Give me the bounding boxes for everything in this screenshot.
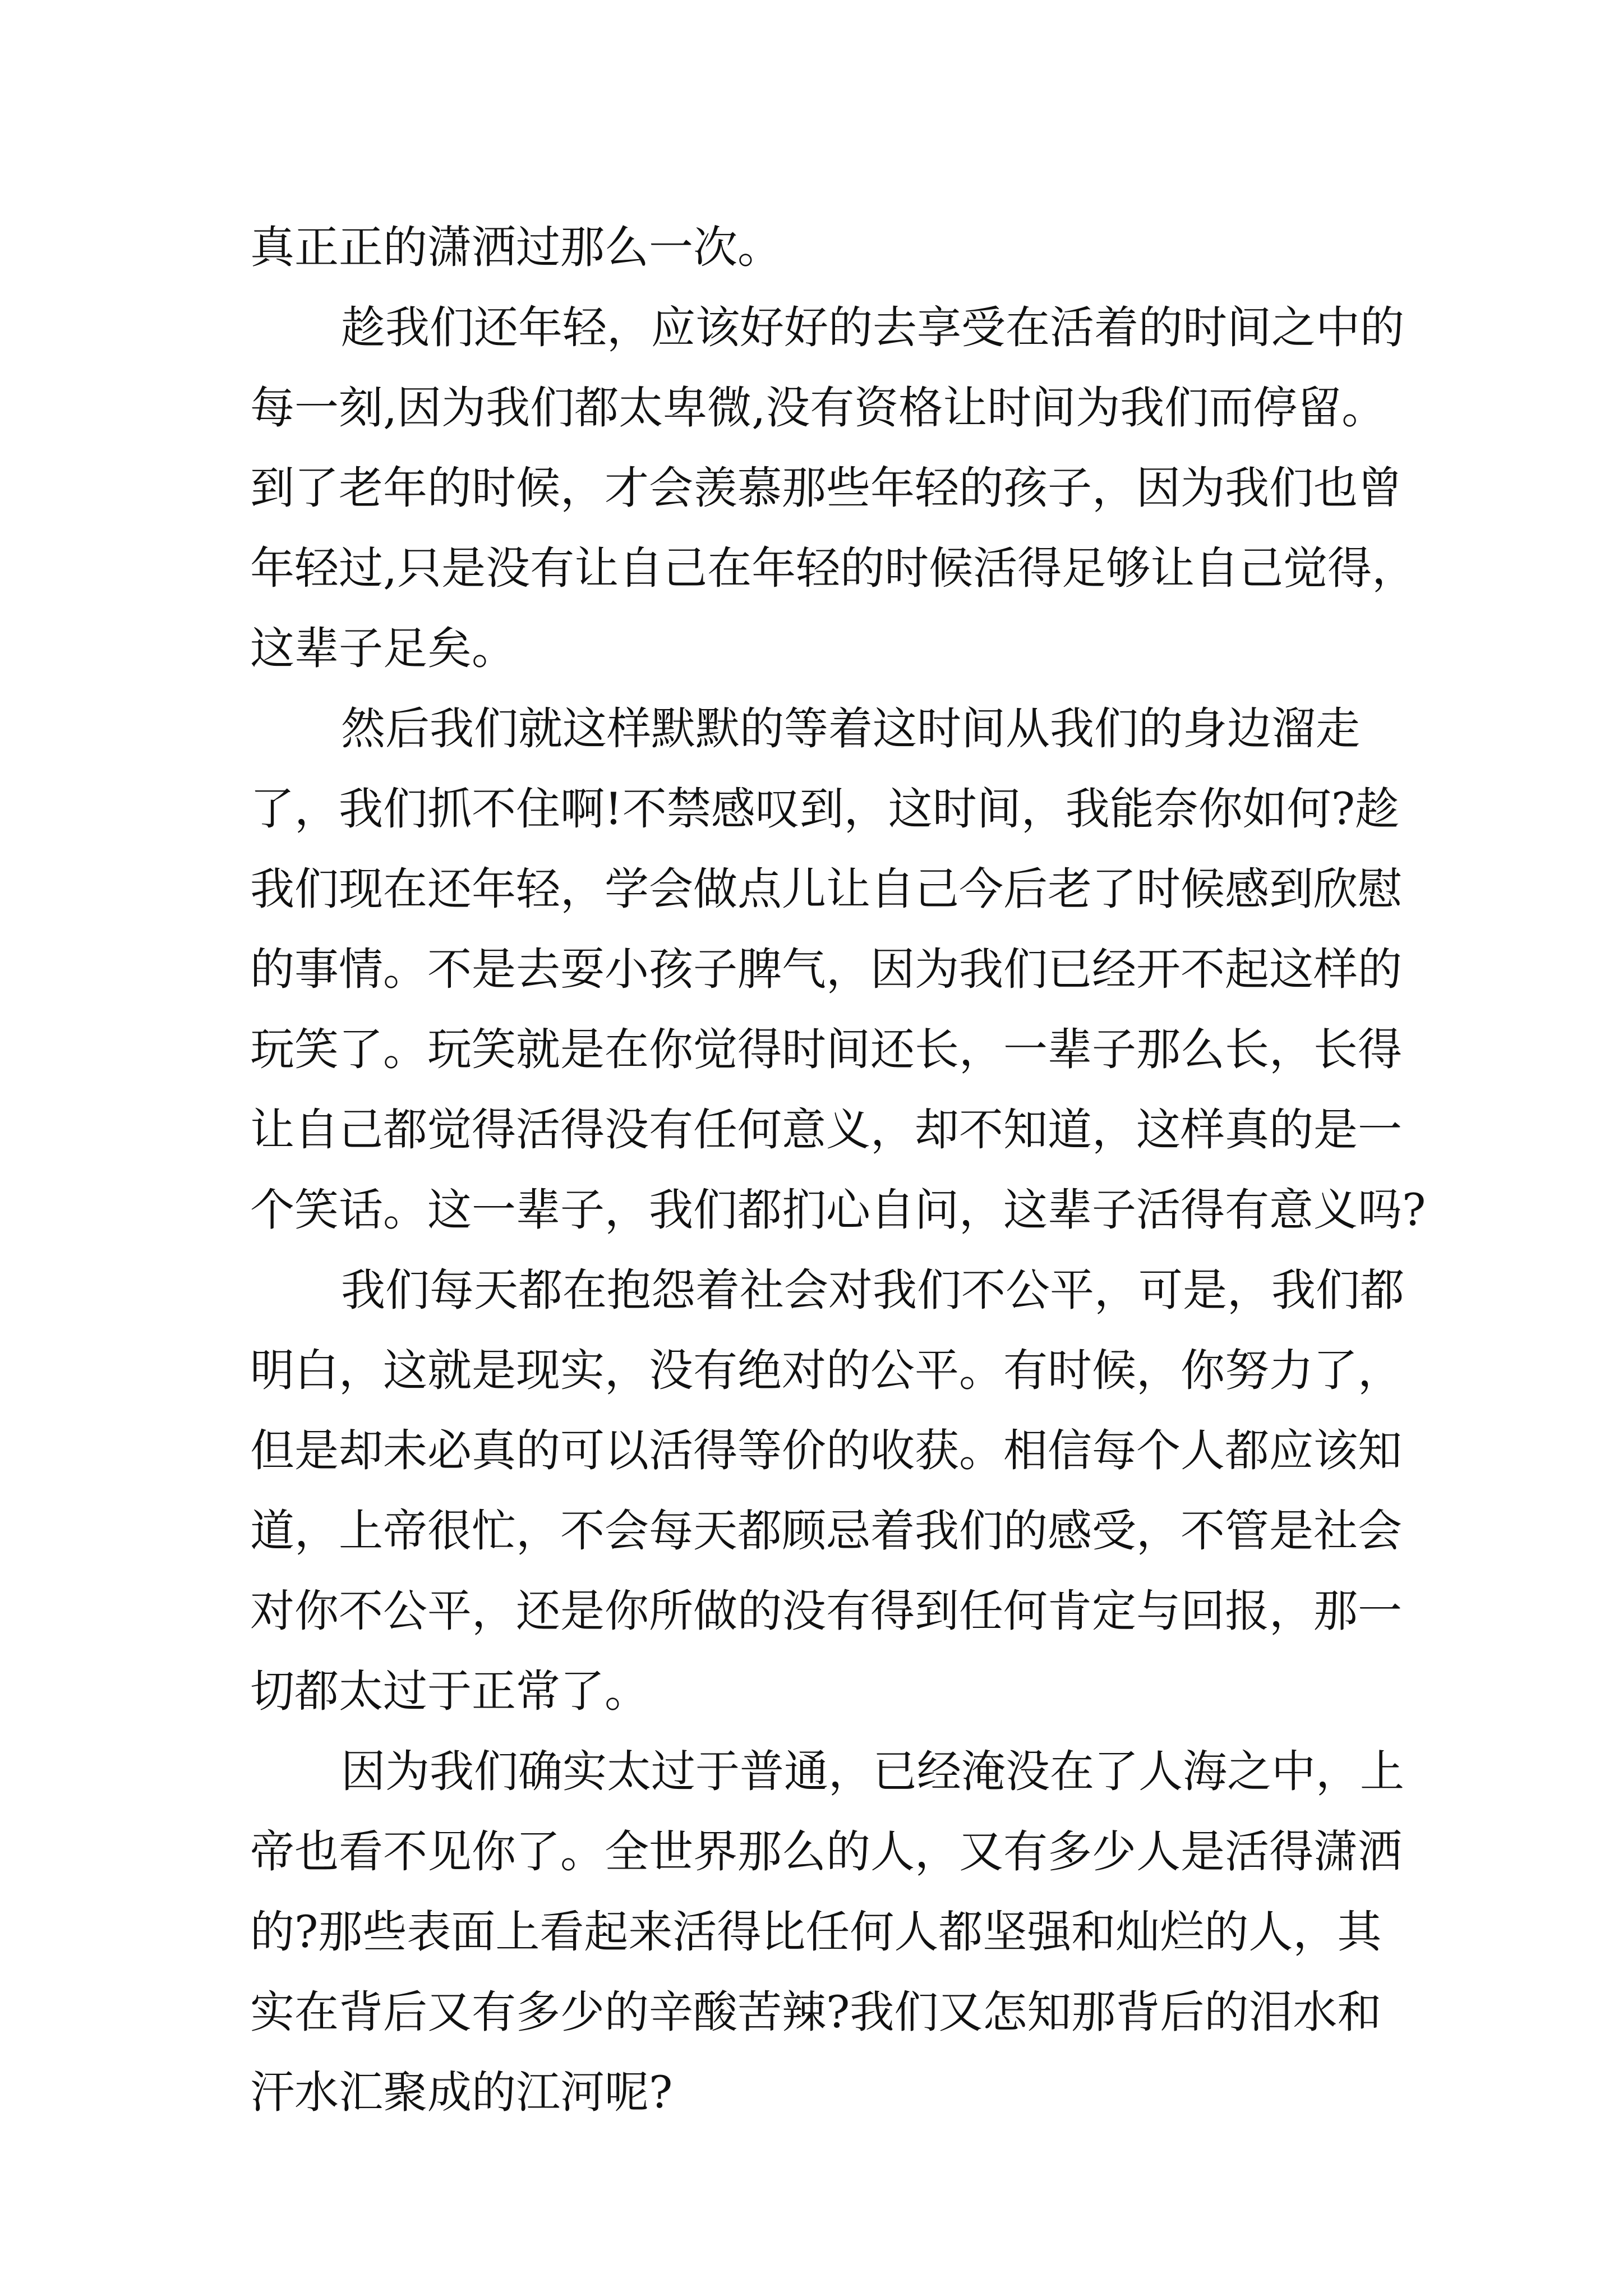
text-line: 了，我们抓不住啊!不禁感叹到，这时间，我能奈你如何?趁	[250, 783, 1400, 835]
text-line: 道，上帝很忙，不会每天都顾忌着我们的感受，不管是社会	[250, 1505, 1402, 1557]
text-line: 实在背后又有多少的辛酸苦辣?我们又怎知那背后的泪水和	[250, 1986, 1382, 2038]
text-line: 汗水汇聚成的江河呢?	[250, 2067, 673, 2118]
text-line: 趁我们还年轻，应该好好的去享受在活着的时间之中的	[341, 302, 1404, 353]
text-line: 年轻过,只是没有让自己在年轻的时候活得足够让自己觉得，	[250, 542, 1417, 594]
text-line: 我们每天都在抱怨着社会对我们不公平，可是，我们都	[341, 1264, 1404, 1316]
text-line: 到了老年的时候，才会羡慕那些年轻的孩子，因为我们也曾	[250, 462, 1402, 514]
text-line: 这辈子足矣。	[250, 623, 516, 674]
text-line: 帝也看不见你了。全世界那么的人，又有多少人是活得潇洒	[250, 1826, 1402, 1878]
text-line: 因为我们确实太过于普通，已经淹没在了人海之中，上	[341, 1746, 1404, 1797]
text-line: 但是却未必真的可以活得等价的收获。相信每个人都应该知	[250, 1425, 1402, 1476]
text-line: 玩笑了。玩笑就是在你觉得时间还长，一辈子那么长，长得	[250, 1024, 1402, 1075]
text-line: 让自己都觉得活得没有任何意义，却不知道，这样真的是一	[250, 1104, 1402, 1156]
text-line: 我们现在还年轻，学会做点儿让自己今后老了时候感到欣慰	[250, 863, 1402, 915]
text-line: 个笑话。这一辈子，我们都扪心自问，这辈子活得有意义吗?	[250, 1184, 1426, 1236]
text-line: 真正正的潇洒过那么一次。	[250, 222, 782, 273]
text-line: 明白，这就是现实，没有绝对的公平。有时候，你努力了，	[250, 1345, 1402, 1396]
text-line: 切都太过于正常了。	[250, 1665, 649, 1717]
text-line: 然后我们就这样默默的等着这时间从我们的身边溜走	[341, 703, 1360, 754]
text-line: 每一刻,因为我们都太卑微,没有资格让时间为我们而停留。	[250, 382, 1386, 434]
text-line: 对你不公平，还是你所做的没有得到任何肯定与回报，那一	[250, 1585, 1402, 1637]
text-line: 的事情。不是去耍小孩子脾气，因为我们已经开不起这样的	[250, 944, 1402, 995]
text-line: 的?那些表面上看起来活得比任何人都坚强和灿烂的人，其	[250, 1906, 1382, 1958]
body-text	[250, 208, 1426, 2133]
